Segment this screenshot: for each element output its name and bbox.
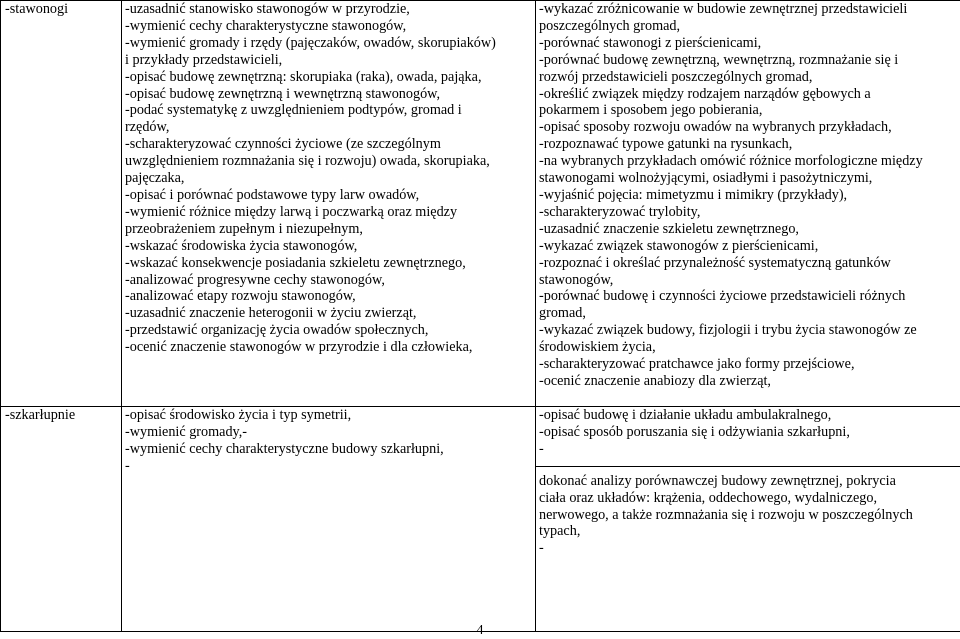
group-label: -szkarłupnie	[5, 407, 76, 423]
text-line: -	[125, 457, 130, 474]
text-line: przeobrażeniem zupełnym i niezupełnym,	[125, 220, 363, 237]
text-line: -opisać sposoby rozwoju owadów na wybranych przykładach,	[539, 119, 892, 136]
extended-objectives-bottom	[539, 473, 957, 558]
text-line: pajęczaka,	[125, 170, 185, 187]
text-line: i przykłady przedstawicieli,	[125, 51, 283, 68]
text-line: -scharakteryzować trylobity,	[539, 203, 701, 220]
extended-objectives-cell	[536, 1, 960, 407]
text-line: rzędów,	[125, 119, 170, 136]
text-line: -na wybranych przykładach omówić różnice morfologiczne między	[539, 153, 923, 170]
cell-divider	[536, 466, 960, 467]
table-row-szkarlupnie	[1, 407, 960, 632]
text-line: -uzasadnić stanowisko stawonogów w przyrodzie,	[125, 1, 410, 17]
text-line: -ocenić znaczenie stawonogów w przyrodzie i dla człowieka,	[125, 339, 473, 356]
text-line: -ocenić znaczenie anabiozy dla zwierząt,	[539, 372, 771, 389]
text-line: -analizować progresywne cechy stawonogów,	[125, 271, 385, 288]
text-line: środowiskiem życia,	[539, 339, 656, 356]
text-line: pokarmem i sposobem jego pobierania,	[539, 102, 763, 119]
text-line: rozwój przedstawicieli poszczególnych gromad,	[539, 68, 813, 85]
text-line: -wymienić cechy charakterystyczne budowy szkarłupni,	[125, 440, 444, 457]
text-line: poszczególnych gromad,	[539, 17, 681, 34]
basic-objectives-cell	[122, 407, 536, 632]
extended-objectives-cell	[536, 407, 960, 632]
text-line: -opisać sposób poruszania się i odżywiania szkarłupni,	[539, 423, 850, 440]
text-line: typach,	[539, 523, 581, 540]
text-line: -porównać stawonogi z pierścienicami,	[539, 34, 762, 51]
text-line: -wymienić cechy charakterystyczne stawonogów,	[125, 17, 407, 34]
text-line: -podać systematykę z uwzględnieniem podtypów, gromad i	[125, 102, 462, 119]
text-line: -uzasadnić znaczenie szkieletu zewnętrznego,	[539, 220, 799, 237]
text-line: -scharakteryzować czynności życiowe (ze szczególnym	[125, 136, 441, 153]
text-line: -opisać budowę i działanie układu ambulakralnego,	[539, 407, 832, 423]
text-line: -opisać budowę zewnętrzną: skorupiaka (raka), owada, pająka,	[125, 68, 482, 85]
table-row-stawonogi	[1, 1, 960, 407]
extended-objectives-top	[539, 407, 957, 458]
page-number: 4	[476, 623, 484, 638]
text-line: -wykazać związek stawonogów z pierścienicami,	[539, 237, 819, 254]
text-line: -rozpoznawać typowe gatunki na rysunkach,	[539, 136, 793, 153]
text-line: -opisać środowisko życia i typ symetrii,	[125, 407, 352, 423]
text-line: -opisać budowę zewnętrzną i wewnętrzną stawonogów,	[125, 85, 441, 102]
text-line: -uzasadnić znaczenie heterogonii w życiu zwierząt,	[125, 305, 417, 322]
text-line: gromad,	[539, 305, 586, 322]
text-line: nerwowego, a także rozmnażania się i rozwoju w poszczególnych	[539, 506, 913, 523]
text-line: -	[539, 440, 544, 457]
text-line: -wymienić gromady i rzędy (pajęczaków, owadów, skorupiaków)	[125, 34, 496, 51]
basic-objectives-cell	[122, 1, 536, 407]
text-line: -określić związek między rodzajem narządów gębowych a	[539, 85, 871, 102]
group-cell	[1, 407, 122, 632]
text-line: -analizować etapy rozwoju stawonogów,	[125, 288, 356, 305]
text-line: -porównać budowę i czynności życiowe przedstawicieli różnych	[539, 288, 906, 305]
group-label: -stawonogi	[5, 1, 69, 17]
text-line: -wyjaśnić pojęcia: mimetyzmu i mimikry (przykłady),	[539, 186, 848, 203]
text-line: -wskazać środowiska życia stawonogów,	[125, 237, 358, 254]
text-line: -porównać budowę zewnętrzną, wewnętrzną, rozmnażanie się i	[539, 51, 899, 68]
text-line: -przedstawić organizację życia owadów społecznych,	[125, 322, 429, 339]
text-line: -wymienić gromady,-	[125, 423, 247, 440]
text-line: stawonogów,	[539, 271, 614, 288]
text-line: dokonać analizy porównawczej budowy zewnętrznej, pokrycia	[539, 472, 896, 489]
text-line: -opisać i porównać podstawowe typy larw owadów,	[125, 186, 420, 203]
text-line: -wymienić różnice między larwą i poczwarką oraz między	[125, 203, 458, 220]
text-line: -scharakteryzować pratchawce jako formy przejściowe,	[539, 356, 855, 373]
text-line: -rozpoznać i określać przynależność systematyczną gatunków	[539, 254, 891, 271]
text-line: ciała oraz układów: krążenia, oddechowego, wydalniczego,	[539, 489, 877, 506]
text-line: uwzględnieniem rozmnażania się i rozwoju) owada, skorupiaka,	[125, 153, 490, 170]
text-line: stawonogami wolnożyjącymi, osiadłymi i pasożytniczymi,	[539, 170, 873, 187]
group-cell	[1, 1, 122, 407]
text-line: -wykazać zróżnicowanie w budowie zewnętrznej przedstawicieli	[539, 1, 908, 17]
text-line: -wykazać związek budowy, fizjologii i trybu życia stawonogów ze	[539, 322, 917, 339]
text-line: -	[539, 540, 544, 557]
text-line: -wskazać konsekwencje posiadania szkieletu zewnętrznego,	[125, 254, 466, 271]
